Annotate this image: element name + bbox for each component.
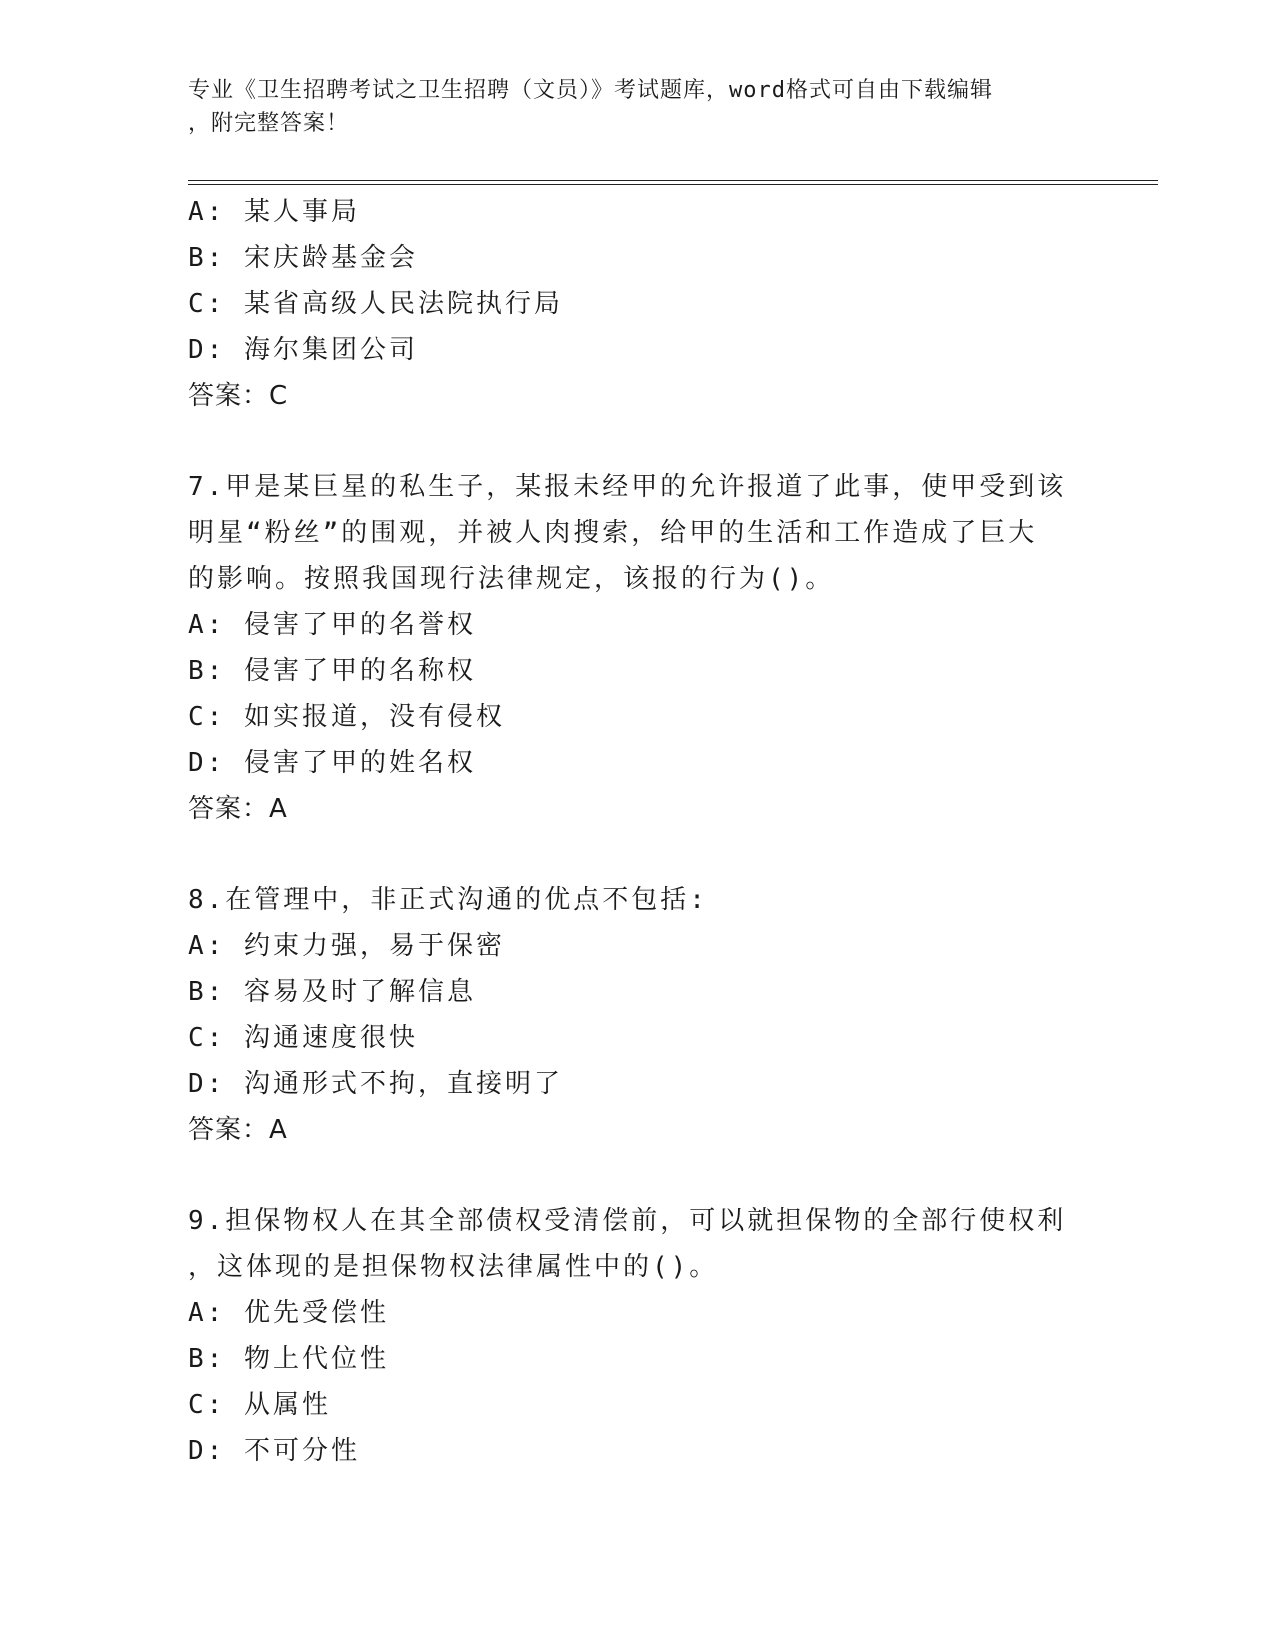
- option-c: C: 从属性: [188, 1390, 331, 1420]
- question-stem-line: 7.甲是某巨星的私生子，某报未经甲的允许报道了此事，使甲受到该: [188, 472, 1067, 502]
- answer: 答案：A: [188, 1115, 288, 1145]
- question-stem-line: 9.担保物权人在其全部债权受清偿前，可以就担保物的全部行使权利: [188, 1206, 1067, 1236]
- option-b: B: 宋庆龄基金会: [188, 243, 418, 273]
- option-b: B: 容易及时了解信息: [188, 977, 476, 1007]
- question-stem-line: 明星“粉丝”的围观，并被人肉搜索，给甲的生活和工作造成了巨大: [188, 518, 1038, 548]
- answer: 答案：A: [188, 794, 288, 824]
- option-c: C: 沟通速度很快: [188, 1023, 418, 1053]
- option-c: C: 某省高级人民法院执行局: [188, 289, 563, 319]
- option-d: D: 不可分性: [188, 1436, 360, 1466]
- document-header: [188, 74, 1068, 140]
- header-divider-top: [188, 180, 1158, 181]
- question-8: [188, 877, 1068, 1153]
- option-d: D: 沟通形式不拘，直接明了: [188, 1069, 563, 1099]
- question-6: [188, 189, 1068, 419]
- answer: 答案：C: [188, 381, 289, 411]
- question-list: [188, 189, 1068, 1474]
- option-a: A: 约束力强，易于保密: [188, 931, 505, 961]
- question-stem-line: ，这体现的是担保物权法律属性中的()。: [188, 1252, 719, 1282]
- question-9: [188, 1198, 1068, 1474]
- option-b: B: 物上代位性: [188, 1344, 389, 1374]
- header-line-2: ，附完整答案！: [188, 111, 350, 136]
- option-b: B: 侵害了甲的名称权: [188, 656, 476, 686]
- option-d: D: 侵害了甲的姓名权: [188, 748, 476, 778]
- question-stem-line: 8.在管理中，非正式沟通的优点不包括:: [188, 885, 708, 915]
- option-a: A: 侵害了甲的名誉权: [188, 610, 476, 640]
- option-c: C: 如实报道，没有侵权: [188, 702, 505, 732]
- header-line-1: 专业《卫生招聘考试之卫生招聘（文员）》考试题库，word格式可自由下载编辑: [188, 78, 993, 103]
- question-7: [188, 464, 1068, 832]
- question-stem-line: 的影响。按照我国现行法律规定，该报的行为()。: [188, 564, 835, 594]
- option-d: D: 海尔集团公司: [188, 335, 418, 365]
- option-a: A: 优先受偿性: [188, 1298, 389, 1328]
- option-a: A: 某人事局: [188, 197, 360, 227]
- header-divider-bottom: [188, 184, 1158, 185]
